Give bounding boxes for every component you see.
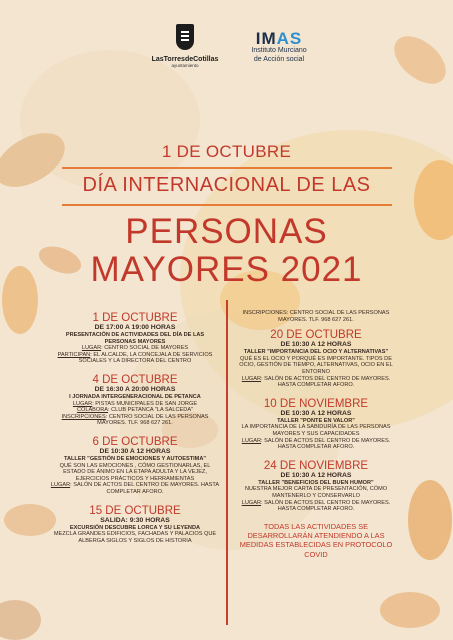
event-detail xyxy=(50,463,220,483)
events-right-column xyxy=(232,310,400,559)
title-mayores: MAYORES 2021 xyxy=(90,250,363,289)
event-detail-label: PARTICIPAN xyxy=(57,351,91,358)
event-detail-label: INSCRIPCIONES xyxy=(61,413,106,420)
event-detail xyxy=(50,352,220,365)
town-name: LasTorresdeCotillas xyxy=(151,56,219,63)
event-date: 6 DE OCTUBRE xyxy=(92,435,178,448)
event-events_left-1 xyxy=(50,374,220,427)
event-detail-label: LUGAR xyxy=(241,499,262,506)
event-detail xyxy=(232,376,400,389)
imas-mark xyxy=(234,30,324,47)
event-title: EXCURSIÓN DESCUBRE LORCA Y SU LEYENDA xyxy=(69,524,201,531)
event-detail-text: : SALÓN DE ACTOS DEL CENTRO DE MAYORES. HASTA COMPLETAR AFORO. xyxy=(70,482,220,495)
event-detail xyxy=(232,500,400,513)
event-detail xyxy=(232,438,400,451)
event-detail xyxy=(50,531,220,544)
event-detail-text: : SALÓN DE ACTOS DEL CENTRO DE MAYORES. HASTA COMPLETAR AFORO. xyxy=(261,437,391,451)
event-detail xyxy=(50,407,220,414)
event-detail-text: : CENTRO SOCIAL DE MAYORES xyxy=(101,345,189,352)
event-detail-label: LUGAR xyxy=(72,400,93,407)
imas-line2: de Acción social xyxy=(253,55,305,63)
event-events_right-1 xyxy=(232,398,400,451)
event-date: 24 DE NOVIEMBRE xyxy=(263,459,369,472)
event-events_left-3 xyxy=(50,505,220,545)
event-detail xyxy=(232,356,400,376)
event-detail xyxy=(50,482,220,495)
event-title: I JORNADA INTERGENERACIONAL DE PETANCA xyxy=(69,393,201,400)
event-detail xyxy=(232,486,400,499)
event-detail xyxy=(50,345,220,352)
imas-logo xyxy=(234,30,324,64)
covid-note: TODAS LAS ACTIVIDADES SE DESARROLLARÁN ATENDIENDO A LAS MEDIDAS ESTABLECIDAS EN PROTOCOLO COVID xyxy=(239,521,393,559)
event-detail xyxy=(232,424,400,437)
event-title: TALLER "GESTIÓN DE EMOCIONES Y AUTOESTIMA" xyxy=(63,455,207,462)
event-title: TALLER "IMPORTANCIA DEL OCIO Y ALTERNATIVAS" xyxy=(243,349,389,356)
event-time: DE 10:30 A 12 HORAS xyxy=(99,447,171,455)
events-left-column xyxy=(50,312,220,553)
event-time: DE 17:00 A 19:00 HORAS xyxy=(94,324,176,331)
event-detail-text: : EL ALCALDE, LA CONCEJALA DE SERVICIOS SOCIALES Y LA DIRECTORA DEL CENTRO xyxy=(78,351,213,365)
header-logos xyxy=(0,22,453,82)
event-detail-text: QUÉ SON LAS EMOCIONES , CÓMO GESTIONARLAS, EL ESTADO DE ÁNIMO EN LA ETAPA ADULTA Y LA VEJEZ, EJERCICIOS PRÁCTICOS Y HERRAMIENTAS xyxy=(59,462,211,482)
town-sub: ayuntamiento xyxy=(171,63,199,68)
column-divider xyxy=(226,300,228,625)
event-detail-text: : CENTRO SOCIAL DE LAS PERSONAS MAYORES. TLF. 968 627 261. xyxy=(97,413,209,427)
event-title: PRESENTACIÓN DE ACTIVIDADES DEL DÍA DE LAS PERSONAS MAYORES xyxy=(65,332,205,345)
event-detail xyxy=(50,414,220,427)
event-detail-text: : PISTAS MUNICIPALES DE SAN JORGE xyxy=(92,400,198,407)
event-detail xyxy=(50,401,220,408)
imas-line1: Instituto Murciano xyxy=(251,47,307,54)
event-detail-text: LA IMPORTANCIA DE LA SABIDURÍA DE LAS PERSONAS MAYORES Y SUS CAPACIDADES xyxy=(241,424,391,437)
town-hall-logo xyxy=(150,24,220,68)
imas-mark-a: IM xyxy=(255,29,277,48)
event-detail-label: LUGAR xyxy=(81,345,102,352)
event-detail-label: LUGAR xyxy=(50,482,71,489)
event-detail-label: LUGAR xyxy=(241,375,262,382)
event-events_left-0 xyxy=(50,312,220,365)
main-date: 1 DE OCTUBRE xyxy=(161,142,292,161)
event-detail-label: LUGAR xyxy=(241,437,262,444)
event-detail-text: : SALÓN DE ACTOS DEL CENTRO DE MAYORES. HASTA COMPLETAR AFORO. xyxy=(261,499,391,513)
title-rule-top xyxy=(62,167,392,169)
title-line1: DÍA INTERNACIONAL DE LAS xyxy=(82,174,371,196)
event-events_left-2 xyxy=(50,436,220,496)
event-detail-text: : CLUB PETANCA "LA SALCEDA" xyxy=(108,407,194,414)
event-detail-text: NUESTRA MEJOR CARTA DE PRESENTACIÓN, CÓMO MANTENERLO Y CONSERVARLO xyxy=(244,486,388,499)
inscriptions-note: INSCRIPCIONES: CENTRO SOCIAL DE LAS PERSONAS MAYORES. TLF. 968 627 261. xyxy=(242,310,390,323)
event-time: SALIDA: 9:30 HORAS xyxy=(100,516,170,524)
event-date: 15 DE OCTUBRE xyxy=(89,504,181,517)
event-time: DE 10:30 A 12 HORAS xyxy=(280,341,352,349)
event-detail-text: : SALÓN DE ACTOS DEL CENTRO DE MAYORES. HASTA COMPLETAR AFORO. xyxy=(261,375,391,389)
event-date: 1 DE OCTUBRE xyxy=(92,312,178,324)
event-detail-label: COLABORA xyxy=(76,407,109,414)
event-time: DE 10:30 A 12 HORAS xyxy=(280,409,352,417)
event-detail-text: MEZCLA GRANDES EDIFICIOS, FACHADAS Y PALACIOS QUE ALBERGA SIGLOS Y SIGLOS DE HISTORIA xyxy=(53,531,217,544)
event-title: TALLER "PONTE EN VALOR" xyxy=(277,417,355,424)
event-events_right-2 xyxy=(232,460,400,513)
title-rule-bottom xyxy=(62,204,392,206)
title-line2 xyxy=(0,213,453,289)
event-time: DE 10:30 A 12 HORAS xyxy=(280,471,352,479)
event-events_right-0 xyxy=(232,329,400,389)
event-date: 10 DE NOVIEMBRE xyxy=(263,397,369,410)
title-personas: PERSONAS xyxy=(125,212,328,251)
coat-of-arms-icon xyxy=(176,24,194,50)
imas-mark-b: AS xyxy=(276,29,303,48)
event-detail-text: QUÉ ES EL OCIO Y PORQUÉ ES IMPORTANTE. TIPOS DE OCIO, GESTIÓN DE TIEMPO, ALTERNATIVAS, OCIO EN EL ENTORNO xyxy=(239,355,393,375)
event-time: DE 16:30 A 20:00 HORAS xyxy=(94,385,176,393)
event-title: TALLER "BENEFICIOS DEL BUEN HUMOR" xyxy=(258,479,374,486)
event-date: 20 DE OCTUBRE xyxy=(270,329,362,342)
event-date: 4 DE OCTUBRE xyxy=(92,373,178,386)
